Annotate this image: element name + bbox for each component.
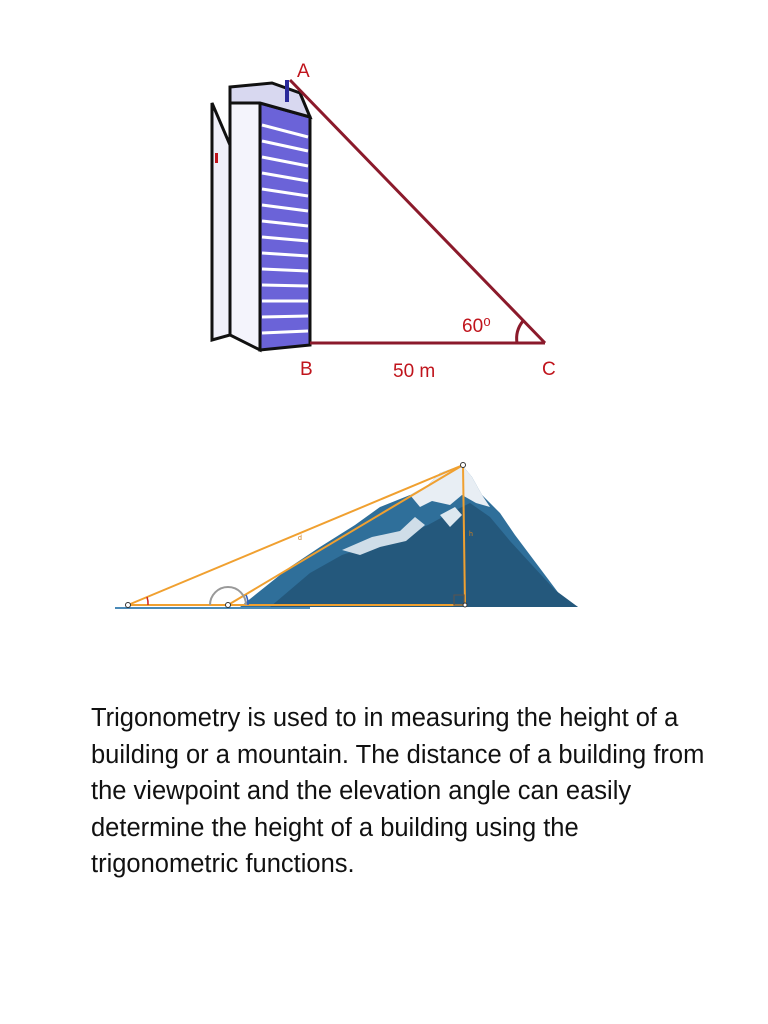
mountain-elevation-diagram xyxy=(110,455,590,625)
near-point-marker xyxy=(226,603,231,608)
building-triangle-diagram xyxy=(200,55,570,390)
hypotenuse-ac xyxy=(290,80,545,343)
distance-label: 50 m xyxy=(393,361,436,382)
right-triangle xyxy=(290,80,545,343)
angle-label: 60⁰ xyxy=(462,316,491,337)
vertex-c-label: C xyxy=(542,359,556,380)
base-point-marker xyxy=(463,603,467,607)
vertex-b-label: B xyxy=(300,359,313,380)
angle-arc xyxy=(517,321,523,343)
height-h-label: h xyxy=(469,531,473,538)
angle-arc-far xyxy=(147,597,148,605)
far-point-marker xyxy=(126,603,131,608)
vertex-a-label: A xyxy=(297,61,310,82)
body-paragraph: Trigonometry is used to in measuring the height of a building or a mountain. The distance of a building from the viewpoint and the elevation angle can easily determine the height of a building using the trigonometric functions. xyxy=(91,704,705,878)
distance-d-label: d xyxy=(298,535,302,542)
building-illustration xyxy=(212,80,310,350)
peak-point-marker xyxy=(461,463,466,468)
